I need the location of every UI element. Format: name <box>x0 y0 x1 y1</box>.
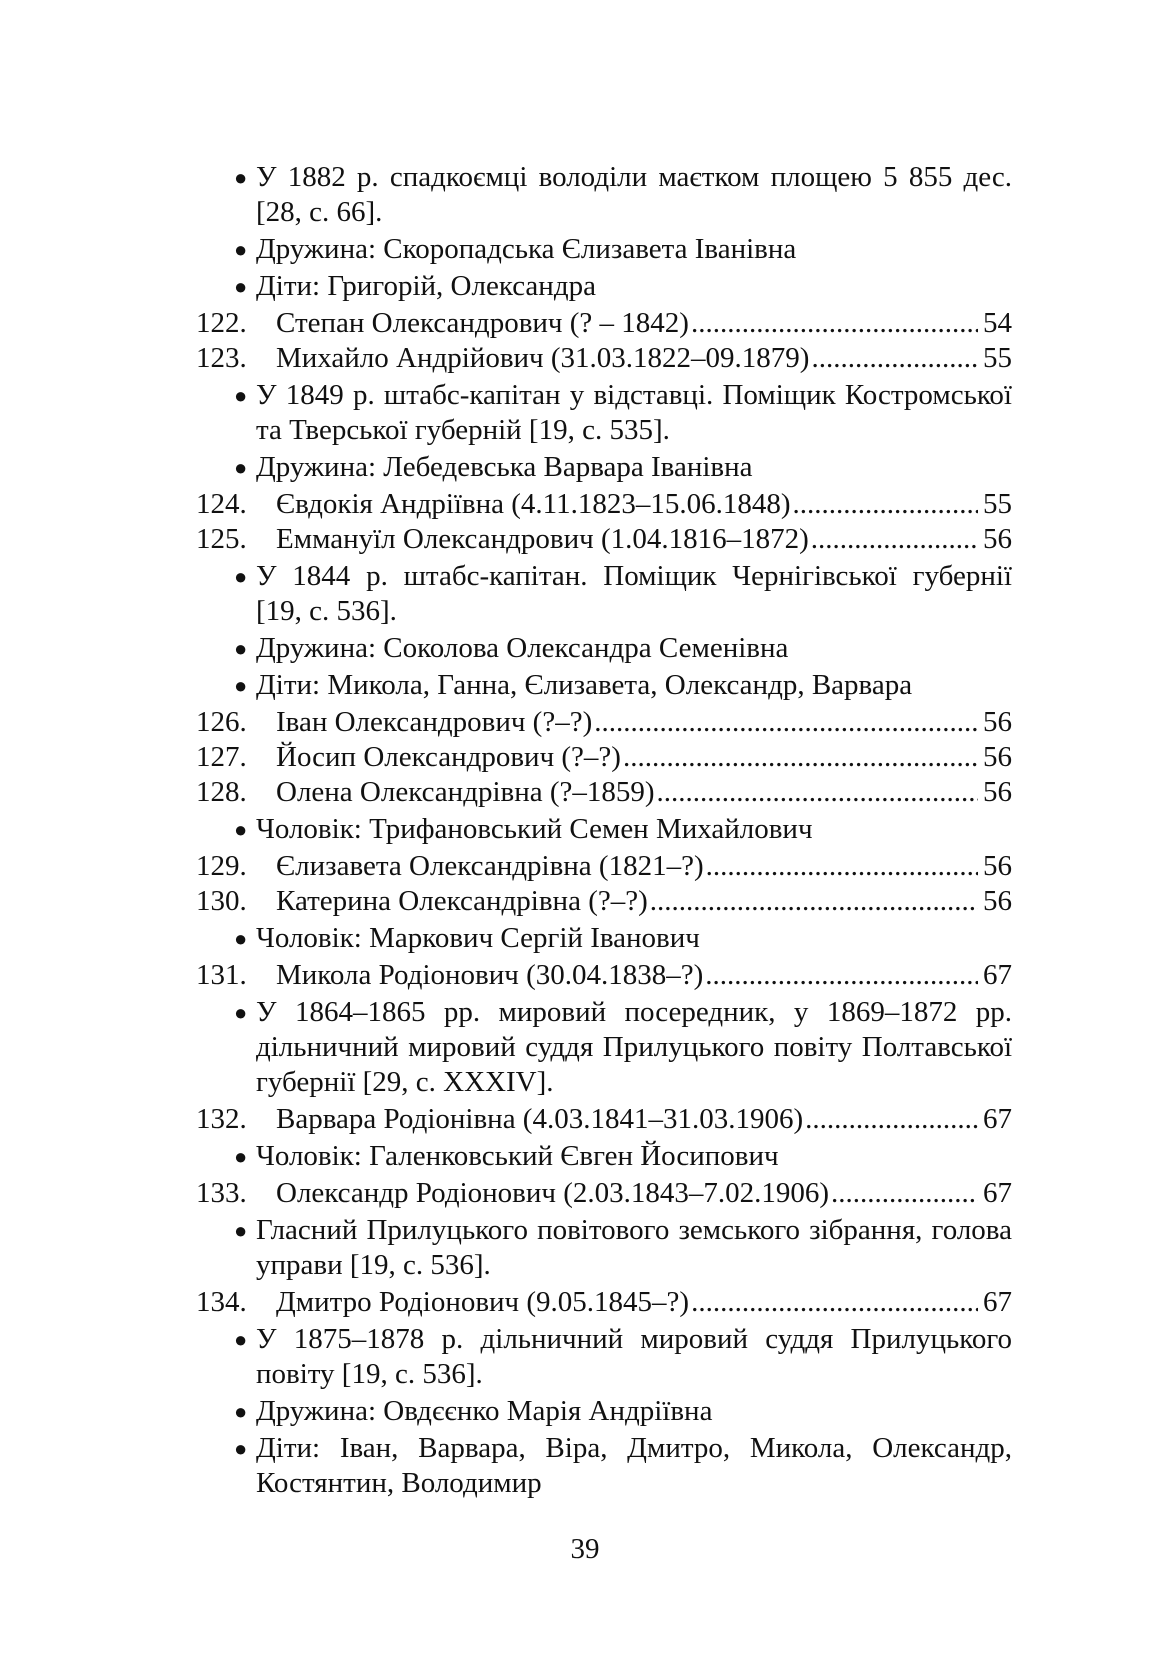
dot-leader <box>831 1176 978 1211</box>
note-item <box>196 812 1012 847</box>
bullet-icon: ● <box>234 1327 248 1352</box>
genealogy-index <box>196 158 1012 1503</box>
note-text: Діти: Микола, Ганна, Єлизавета, Олександр, Варвара <box>256 669 913 701</box>
entry-page: 56 <box>983 706 1012 738</box>
note-text: Діти: Іван, Варвара, Віра, Дмитро, Микола, Олександр, Костянтин, Володимир <box>256 1432 1012 1499</box>
entry-name: Еммануїл Олександрович (1.04.1816–1872) <box>276 523 809 555</box>
dot-leader <box>811 341 978 376</box>
note-text: Гласний Прилуцького повітового земського зібрання, голова управи [19, с. 536]. <box>256 1214 1012 1281</box>
entry-number: 131. <box>196 959 247 991</box>
entry-number: 124. <box>196 488 247 520</box>
bullet-icon: ● <box>234 926 248 951</box>
bullet-icon: ● <box>234 165 248 190</box>
bullet-icon: ● <box>234 455 248 480</box>
entry-page: 54 <box>983 307 1012 339</box>
entry-page: 56 <box>983 741 1012 773</box>
entry-page: 56 <box>983 850 1012 882</box>
entry-name: Катерина Олександрівна (?–?) <box>276 885 648 917</box>
note-item <box>196 1431 1012 1501</box>
entry-number: 134. <box>196 1286 247 1318</box>
index-entry <box>196 1176 1012 1211</box>
note-text: У 1844 р. штабс-капітан. Поміщик Чернігівської губернії [19, с. 536]. <box>256 560 1012 627</box>
bullet-icon: ● <box>234 1436 248 1461</box>
index-entry <box>196 522 1012 557</box>
dot-leader <box>706 849 978 884</box>
note-item <box>196 559 1012 629</box>
note-text: Діти: Григорій, Олександра <box>256 270 596 302</box>
note-text: Чоловік: Трифановський Семен Михайлович <box>256 813 813 845</box>
entry-page: 67 <box>983 1286 1012 1318</box>
entry-name: Іван Олександрович (?–?) <box>276 706 593 738</box>
index-entry <box>196 341 1012 376</box>
index-entry <box>196 740 1012 775</box>
note-item <box>196 1394 1012 1429</box>
note-item <box>196 160 1012 230</box>
note-text: У 1849 р. штабс-капітан у відставці. Поміщик Костромської та Тверської губерній [19, с. 535]. <box>256 379 1012 446</box>
dot-leader <box>623 740 978 775</box>
entry-page: 56 <box>983 523 1012 555</box>
note-item <box>196 450 1012 485</box>
entry-number: 130. <box>196 885 247 917</box>
entry-name: Єлизавета Олександрівна (1821–?) <box>276 850 704 882</box>
index-entry <box>196 958 1012 993</box>
note-text: Чоловік: Маркович Сергій Іванович <box>256 922 700 954</box>
index-entry <box>196 1285 1012 1320</box>
note-item <box>196 631 1012 666</box>
dot-leader <box>657 775 978 810</box>
entry-number: 125. <box>196 523 247 555</box>
entry-page: 56 <box>983 776 1012 808</box>
entry-name: Йосип Олександрович (?–?) <box>276 741 621 773</box>
bullet-icon: ● <box>234 1144 248 1169</box>
entry-name: Михайло Андрійович (31.03.1822–09.1879) <box>276 342 810 374</box>
entry-number: 122. <box>196 307 247 339</box>
dot-leader <box>691 306 978 341</box>
entry-number: 127. <box>196 741 247 773</box>
note-text: Дружина: Овдєєнко Марія Андріївна <box>256 1395 713 1427</box>
entry-page: 67 <box>983 1103 1012 1135</box>
note-text: У 1882 р. спадкоємці володіли маєтком площею 5 855 дес. [28, с. 66]. <box>256 161 1012 228</box>
entry-page: 67 <box>983 1177 1012 1209</box>
note-item <box>196 995 1012 1100</box>
note-text: Дружина: Скоропадська Єлизавета Іванівна <box>256 233 797 265</box>
note-item <box>196 269 1012 304</box>
entry-name: Варвара Родіонівна (4.03.1841–31.03.1906) <box>276 1103 804 1135</box>
page-number: 39 <box>570 1533 600 1565</box>
entry-number: 132. <box>196 1103 247 1135</box>
entry-number: 129. <box>196 850 247 882</box>
entry-name: Дмитро Родіонович (9.05.1845–?) <box>276 1286 690 1318</box>
note-item <box>196 921 1012 956</box>
dot-leader <box>811 522 978 557</box>
dot-leader <box>793 487 978 522</box>
entry-name: Степан Олександрович (? – 1842) <box>276 307 689 339</box>
entry-name: Олена Олександрівна (?–1859) <box>276 776 655 808</box>
index-entry <box>196 775 1012 810</box>
entry-number: 123. <box>196 342 247 374</box>
note-text: Чоловік: Галенковський Євген Йосипович <box>256 1140 779 1172</box>
bullet-icon: ● <box>234 673 248 698</box>
dot-leader <box>594 705 978 740</box>
bullet-icon: ● <box>234 383 248 408</box>
index-entry <box>196 1102 1012 1137</box>
dot-leader <box>805 1102 978 1137</box>
index-entry <box>196 487 1012 522</box>
note-text: У 1875–1878 р. дільничний мировий суддя Прилуцького повіту [19, с. 536]. <box>256 1323 1012 1390</box>
entry-name: Євдокія Андріївна (4.11.1823–15.06.1848) <box>276 488 791 520</box>
index-entry <box>196 884 1012 919</box>
bullet-icon: ● <box>234 817 248 842</box>
dot-leader <box>691 1285 978 1320</box>
dot-leader <box>650 884 978 919</box>
entry-number: 128. <box>196 776 247 808</box>
bullet-icon: ● <box>234 564 248 589</box>
note-item <box>196 668 1012 703</box>
note-item <box>196 232 1012 267</box>
bullet-icon: ● <box>234 1000 248 1025</box>
entry-page: 55 <box>983 488 1012 520</box>
entry-number: 133. <box>196 1177 247 1209</box>
bullet-icon: ● <box>234 636 248 661</box>
note-item <box>196 1322 1012 1392</box>
bullet-icon: ● <box>234 1218 248 1243</box>
entry-number: 126. <box>196 706 247 738</box>
entry-page: 56 <box>983 885 1012 917</box>
note-item <box>196 378 1012 448</box>
entry-page: 67 <box>983 959 1012 991</box>
index-entry <box>196 849 1012 884</box>
note-text: У 1864–1865 рр. мировий посередник, у 1869–1872 рр. дільничний мировий суддя Прилуцького повіту Полтавської губернії [29, с. XXXIV]. <box>256 996 1012 1098</box>
note-text: Дружина: Соколова Олександра Семенівна <box>256 632 789 664</box>
note-item <box>196 1139 1012 1174</box>
bullet-icon: ● <box>234 1399 248 1424</box>
entry-name: Олександр Родіонович (2.03.1843–7.02.1906) <box>276 1177 830 1209</box>
bullet-icon: ● <box>234 237 248 262</box>
bullet-icon: ● <box>234 274 248 299</box>
index-entry <box>196 306 1012 341</box>
dot-leader <box>705 958 978 993</box>
index-entry <box>196 705 1012 740</box>
note-text: Дружина: Лебедевська Варвара Іванівна <box>256 451 753 483</box>
note-item <box>196 1213 1012 1283</box>
entry-name: Микола Родіонович (30.04.1838–?) <box>276 959 704 991</box>
entry-page: 55 <box>983 342 1012 374</box>
